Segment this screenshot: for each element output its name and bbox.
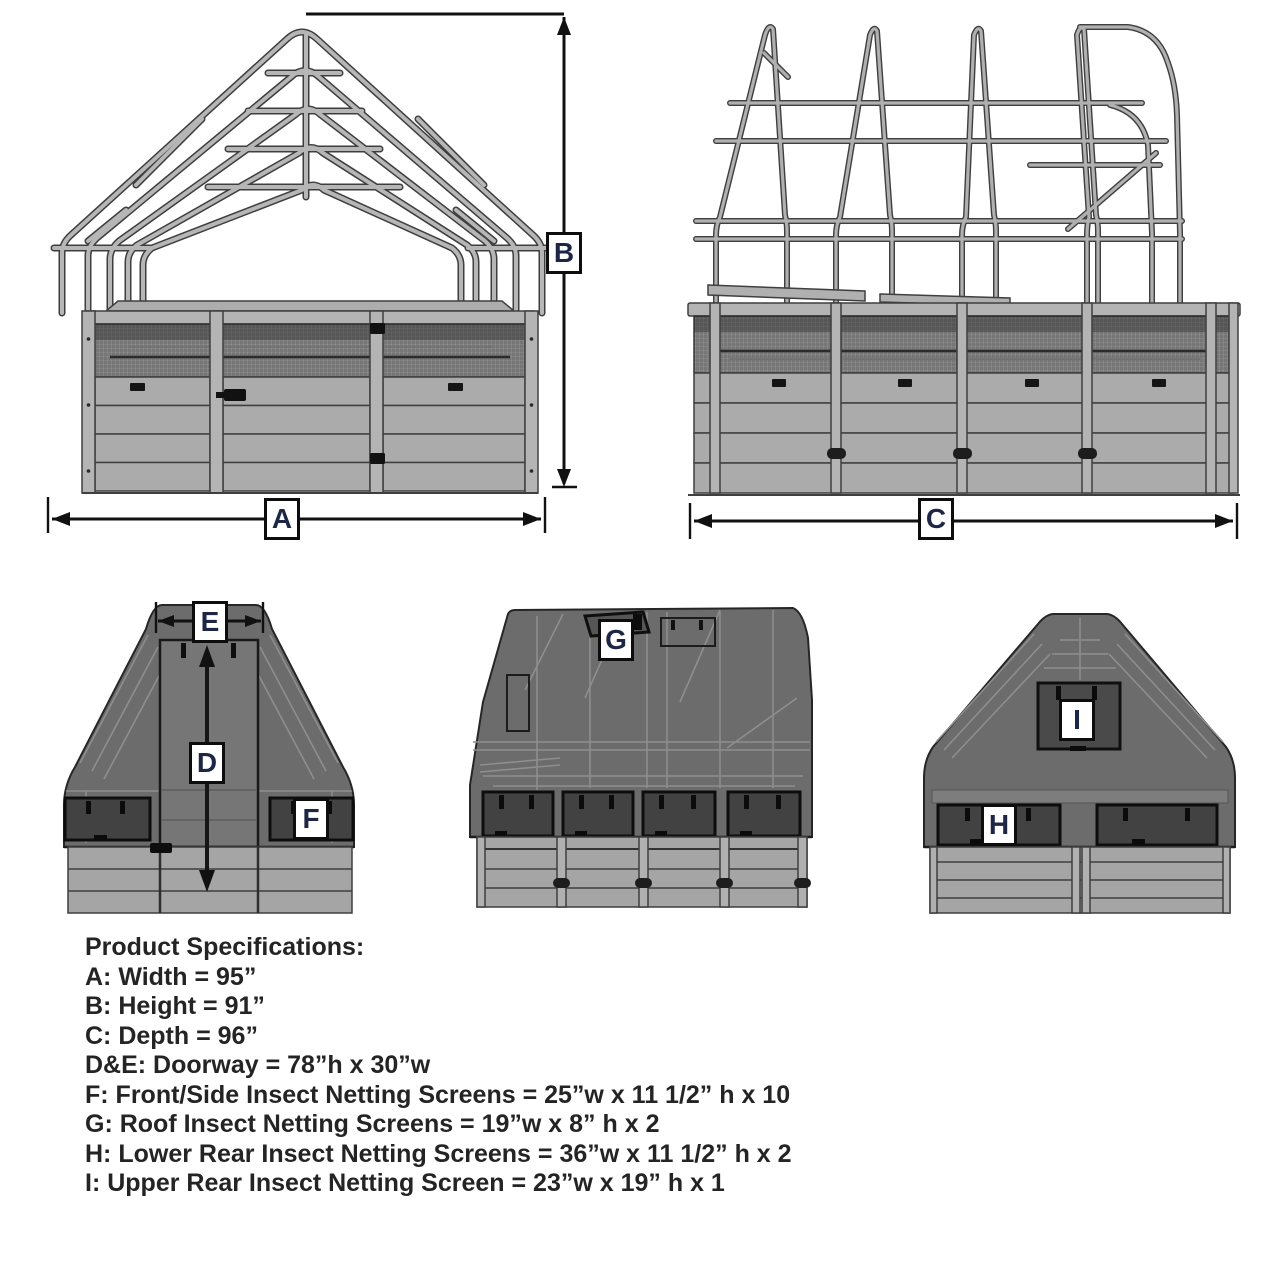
dimension-label-i — [1059, 699, 1095, 741]
dimension-label-h — [981, 804, 1017, 846]
spec-line-h: H: Lower Rear Insect Netting Screens = 36”w x 11 1/2” h x 2 — [85, 1139, 792, 1168]
specs-title: Product Specifications: — [85, 933, 365, 961]
spec-line-g: G: Roof Insect Netting Screens = 19”w x 8” h x 2 — [85, 1110, 660, 1138]
spec-line-f: F: Front/Side Insect Netting Screens = 25”w x 11 1/2” h x 10 — [85, 1080, 791, 1109]
dimension-line-c — [690, 503, 1237, 539]
label-letter: I — [1073, 704, 1081, 735]
side-view-netting-diagram — [465, 590, 855, 930]
spec-line-a: A: Width = 95” — [85, 962, 257, 991]
side-view-diagram — [680, 15, 1250, 535]
dimension-label-c — [918, 498, 954, 540]
label-letter: D — [196, 747, 218, 778]
plank-base-rear — [930, 847, 1230, 913]
spec-line-c: C: Depth = 96” — [85, 1021, 258, 1050]
side-netting-screens — [483, 792, 800, 836]
label-letter: H — [988, 809, 1010, 840]
spec-line-de: D&E: Doorway = 78”h x 30”w — [85, 1051, 431, 1079]
rear-view-netting-diagram — [920, 590, 1265, 930]
roof-frame-side — [696, 27, 1182, 305]
product-specifications — [85, 933, 792, 1199]
label-letter: G — [605, 624, 627, 655]
spec-line-b: B: Height = 91” — [85, 992, 265, 1020]
label-letter: C — [925, 503, 947, 534]
front-view-diagram — [40, 5, 580, 540]
label-letter: A — [271, 503, 293, 534]
dimension-label-d — [189, 742, 225, 784]
roof-frame — [54, 32, 550, 313]
dimension-label-e — [192, 601, 228, 643]
dimension-label-b — [546, 232, 582, 274]
garden-bed-box — [82, 301, 538, 493]
plank-base-side — [477, 837, 811, 907]
label-letter: B — [553, 237, 575, 268]
dimension-label-g — [598, 619, 634, 661]
dimension-label-a — [264, 498, 300, 540]
garden-bed-box-side — [688, 285, 1240, 495]
label-letter: E — [200, 606, 220, 637]
label-letter: F — [302, 803, 320, 834]
dimension-label-f — [293, 798, 329, 840]
spec-line-i: I: Upper Rear Insect Netting Screen = 23”w x 19” h x 1 — [85, 1169, 725, 1197]
